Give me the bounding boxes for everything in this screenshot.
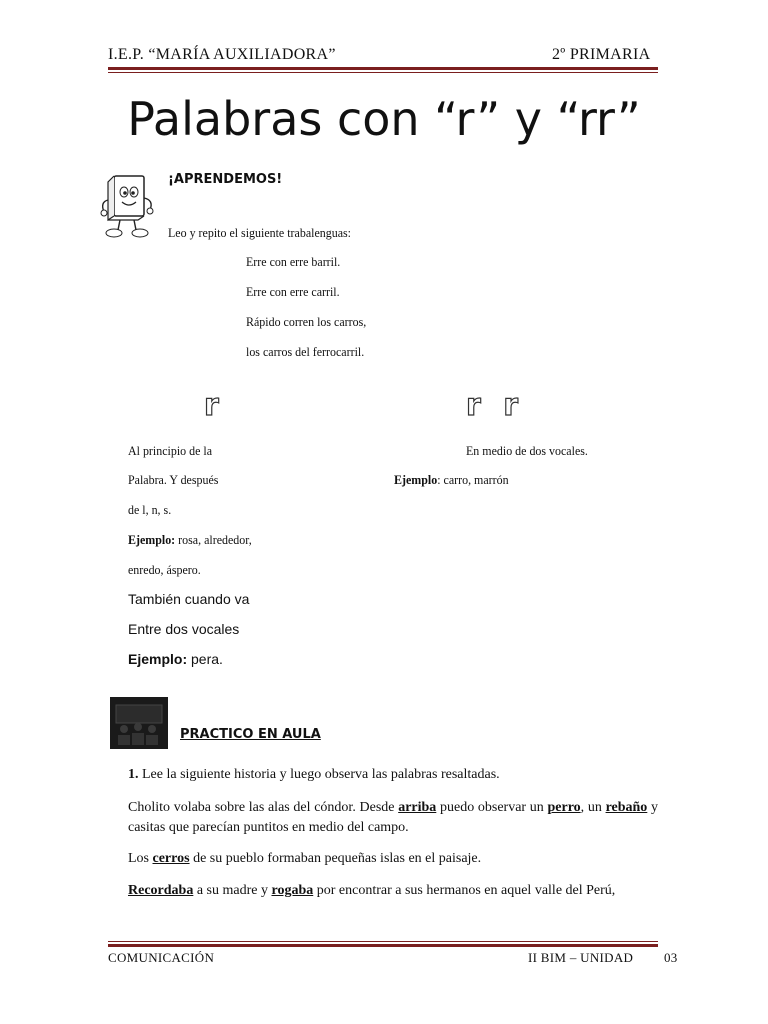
example-text: pera. (187, 651, 223, 667)
story-text: , un (580, 800, 606, 815)
school-name: I.E.P. “MARÍA AUXILIADORA” (108, 46, 336, 63)
book-mascot-icon (100, 172, 162, 240)
rule-r-line: enredo, áspero. (128, 562, 201, 577)
learn-heading: ¡APRENDEMOS! (168, 172, 283, 187)
example-label: Ejemplo: (128, 651, 188, 667)
page-title: Palabras con “r” y “rr” (127, 92, 641, 146)
header-rule (108, 67, 658, 70)
story-paragraph-1 (128, 798, 658, 838)
grade-label: 2º PRIMARIA (552, 46, 651, 63)
highlighted-word: arriba (398, 800, 437, 815)
practice-instruction (128, 767, 500, 783)
item-text: Lee la siguiente historia y luego observa las palabras resaltadas. (138, 767, 500, 782)
rule-r-line: Al principio de la (128, 443, 213, 458)
rule-r-line: Entre dos vocales (128, 621, 240, 637)
footer-rule-thin (108, 941, 658, 942)
rule-r-example-2 (128, 651, 223, 667)
footer-unit: II BIM – UNIDAD (528, 950, 634, 965)
example-label: Ejemplo (394, 472, 438, 487)
highlighted-word: cerros (152, 851, 190, 866)
tongue-twister-line: los carros del ferrocarril. (246, 344, 365, 359)
double-r-symbol: r r (466, 388, 525, 423)
header-rule-thin (108, 72, 658, 73)
story-text: y casitas que parecían puntitos en medio del campo. (128, 800, 659, 835)
footer-rule (108, 944, 658, 947)
highlighted-word: rogaba (271, 883, 314, 898)
tongue-twister-line: Rápido corren los carros, (246, 314, 367, 329)
tongue-twister-line: Erre con erre barril. (246, 254, 341, 269)
learn-intro: Leo y repito el siguiente trabalenguas: (168, 225, 351, 240)
rule-rr-example (394, 472, 509, 488)
story-text: por encontrar a sus hermanos en aquel valle del Perú, (313, 883, 616, 898)
page-number: 03 (664, 950, 678, 965)
story-text: de su pueblo formaban pequeñas islas en el paisaje. (189, 851, 482, 866)
rule-rr-line: En medio de dos vocales. (466, 443, 588, 458)
story-text: puedo observar un (436, 800, 548, 815)
highlighted-word: rebaño (605, 800, 648, 815)
footer-subject: COMUNICACIÓN (108, 950, 215, 965)
tongue-twister-line: Erre con erre carril. (246, 284, 340, 299)
story-text: Los (128, 851, 153, 866)
highlighted-word: perro (547, 800, 581, 815)
story-text: Cholito volaba sobre las alas del cóndor. Desde (128, 800, 399, 815)
story-text: a su madre y (193, 883, 272, 898)
story-paragraph-2 (128, 849, 658, 869)
single-r-symbol: r (204, 388, 225, 423)
classroom-picture-icon (110, 697, 168, 749)
example-label: Ejemplo: (128, 532, 176, 547)
example-text: rosa, alrededor, (175, 532, 252, 547)
example-text: : carro, marrón (437, 472, 509, 487)
rule-r-line: También cuando va (128, 591, 250, 607)
rule-r-line: Palabra. Y después (128, 472, 219, 487)
story-paragraph-3 (128, 881, 658, 901)
highlighted-word: Recordaba (128, 883, 194, 898)
rule-r-line: de l, n, s. (128, 502, 172, 517)
item-number: 1. (128, 767, 139, 782)
practice-heading: PRACTICO EN AULA (180, 727, 321, 742)
rule-r-example (128, 532, 252, 548)
